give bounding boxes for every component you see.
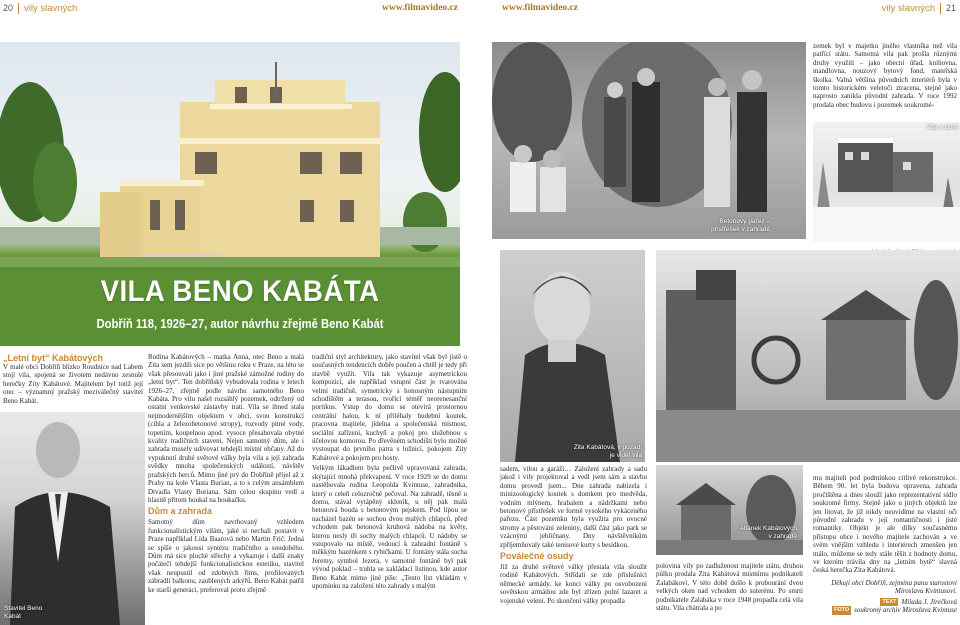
text-column-2 xyxy=(148,353,304,596)
bench-caption: Betonový pařez – přístřešek v zahradě xyxy=(711,218,770,233)
garden-paragraph: Velkým lákadlem byla pečlivě upravovaná zahrada, skýtající mnohá překvapení. V roce 1929 se do domu nastěhovala rodina Leopolda Kvintuse, zahradníka, který o celeň celozročně pečoval. Na zahradě, těsně u domu, stával vytápěný skleník, u něj pak malá betonová bouda s betonovým pejskem. Pod lípou se nacházel bazén se sochou dvou malých chlapců, před vchodem pak betonová kruhová nádoba na květy, kterou nesly tři sochy malých chlapců. U nádoby se vstupovalo na místě, vedoucí k zahradní fontáně s měkkým bazénkem s rybičkami. U fontány stála socha Jeremy, symbol Jezera, v samotné fontáně byl pak vývod poklad – truhla se zakládací listinou, kde autor Beno Kabát mimo jiné píše: „Tento list vkládám v upomínku na založení této zahrady s malým xyxy=(312,464,467,590)
house-paragraph: Samotný dům navrhovaný vzhledem funkcionalistickým vilám, jaké si nechali postavit v Praze například Lída Baarová nebo Martin Frič. Jedná se spíše o jakousi syntézu tradičního a soudobého. Dům má sice ploché střechy a vykazuje i další znaky počátečí tehdejší funkcionalistickou estetiku, stavitel však neupustil od zdobných říms, profilovaných zábradlí balkonu, zaoblených arkýřů. Beno Kabát patřil ke starší generaci, preferoval proto zřejmě xyxy=(148,518,304,594)
series-title: vily slavných xyxy=(881,2,935,14)
zalabak-paragraph: polovina vily po zadluženost majitele státu, druhou půlku prodala Zita Kabátová místnímu podnikateli Zalabákovi. V této době došlo k probourání dvou velkých oken nad vchodem do suterénu. Po smrti podnikatele Zalabáka v roce 1948 propadla celá vila státu. Vila chátrala a po xyxy=(656,562,803,613)
zita-portrait xyxy=(500,250,645,462)
winter-caption: Vila v zimě xyxy=(926,124,958,131)
lead-paragraph: V malé obci Dobříň blízko Roudnice nad Labem stojí vila, spojená se životem nedávno zesnulé herečky Zity Kabátové. Majitelem byl totiž její otec – významný pražský meziválečný stavitel Beno Kabát. xyxy=(3,363,143,405)
text-column-3 xyxy=(312,353,467,592)
zita-illustration xyxy=(500,250,645,462)
gazebo-caption: Altánek Kabátových v zahradě xyxy=(739,525,797,540)
history-paragraph: Rodina Kabátových – matka Anna, otec Beno a malá Zita sem jezdili sice po většinu roku v Praze, na léto se však přesouvali jako i jiné pražské zámožné rodiny do „letní byt“. Ten dobříňský vybudovala rodina v letech 1926–27, zřejmě podle návrhu samotného Beno Kabáta. Pro vilu našel rozsáhlý pozemek, odtržený od ostatní venkovské zástavby trati. Vila se ihned stala nejmodernějším objektem v obci, svou konstrukcí (cihla a železobetonové stropy), rozvody pitné vody, topením, koupelnou apod. vysoce přesahovala obytné kvality tradičních staveni. Nejen samotný dům, ale i zahrada musely udivovat tehdejší místní občany. Až do vypuknutí druhé světové války byla vila a její zahrada svědky mnoha společenských událostí, návštěv pražských herců. Mimo jiné prý do Dobříně přijel až z Prahy na kole Vlasta Burian, a to s celým ansámblem Divadla Vlasty Buriana. Sám celou skupinu vedl a hlasitě přitom houkal na houkačku. xyxy=(148,353,304,504)
gazebo-illustration xyxy=(656,465,803,555)
gazebo-photo xyxy=(656,465,803,555)
mill-illustration xyxy=(656,250,960,462)
header-divider xyxy=(18,3,19,14)
builder-caption: Stavitel Beno Kabát xyxy=(4,605,43,620)
header-divider xyxy=(940,3,941,14)
photo-tag: FOTO xyxy=(833,607,850,614)
ownership-paragraph: zemek byl v majetku jiného vlastníka než vila patřící státu. Samotná vila pak prošla různými druhy využití – jako obecní úřad, knihovna, mandlovna, nouzový bytový fond, mateřská školka. Valná většina původních interiérů byla v tomto historickém veletoči ztracena, stejně jako naprosto zanikla původní zahrada. V roce 1992 prodala obec budovu i pozemek soukromé- xyxy=(813,42,957,109)
builder-silhouette xyxy=(0,412,145,625)
winter-villa-photo xyxy=(813,122,960,242)
text-credit xyxy=(813,598,957,606)
site-link[interactable]: www.filmavideo.cz xyxy=(502,3,578,13)
text-column-5 xyxy=(656,562,803,614)
winter-illustration xyxy=(813,122,960,242)
text-tag: TEXT xyxy=(882,598,897,605)
reconstruction-paragraph: mu majiteli pod podmínkou citlivé rekonstrukce. Během 90. let byla budova opravena, zahrada pročištěna a dnes slouží jako reprezentativní sídlo soukromé firmy. Stejně jako u jiných objektů lze jen litovat, že již nikdy neuvidíme na vlastní oči původní zahradu v její romantičnosti i jisté romantiky. Objekt je ale dílky současnému přístupu obce i nového majitele zachován a ve svém vnějším vzhledu i interiérech zmenšen jen málo, můžeme se tedy stále těšit z hodnoty domu, ve kterém trávila dny na „letním bytě“ slavná česká herečka Zita Kabátová. xyxy=(813,474,957,575)
series-title: vily slavných xyxy=(24,2,78,14)
family-photo xyxy=(492,42,806,239)
section-heading-house: Dům a zahrada xyxy=(148,506,213,517)
site-link[interactable]: www.filmavideo.cz xyxy=(382,3,458,13)
text-column-6 xyxy=(813,474,957,615)
text-column-6-top xyxy=(813,42,957,111)
left-page-header xyxy=(0,0,480,16)
section-heading-postwar: Poválečné osudy xyxy=(500,551,574,562)
zoo-paragraph: sadem, vilou a garáží… Založení zahrady a sadu jakož i vily projektoval a vedl jsem sám a stavbu domu provedl jsem... Dne zahrada nabízela i minizoologický koutek s domkem pro medvěda, vodním mlýnem, hrabalem a nádržkami nebo betonový přístřešek ve formě vysokého vykáceného pařezu. Část pozemku byla využita pro ovocné stromy a pěstování zeleniny, další část jako park se vzácnými jehličnany. Dny návštěvníkům zpříjemňovaly také tenisové kurty s besídkou. xyxy=(500,465,647,549)
thanks-note: Děkují obci Dobříň, zejména panu starostovi Miroslavu Kvintusovi. xyxy=(831,578,957,596)
photo-author: soukromý archiv Miroslava Kvintuse xyxy=(854,606,957,615)
photo-credit xyxy=(813,606,957,614)
lead-column xyxy=(3,353,143,407)
lead-heading: „Letní byt“ Kabátových xyxy=(3,353,104,363)
page-number: 21 xyxy=(945,3,956,13)
garden-mill-photo xyxy=(656,250,960,462)
builder-portrait xyxy=(0,412,145,625)
postwar-paragraph: Již za druhé světové války přestala vila sloužit rodině Kabátových. Střídali se zde příslušníci německé armády, ke konci války po osvobození sovětskou armádou zde byl zřízen polní lazaret a vojenské velení. Po skončení války propadla xyxy=(500,563,647,605)
text-column-4 xyxy=(500,465,647,607)
zita-caption: Zita Kabátová, v pozadí je vidět vila xyxy=(573,444,642,459)
architecture-paragraph: tradiční styl architektury, jako stavitel však byl jistě o současných tendencích dobře poučen a chtěl je tedy při stavbě využít. Vila tak vykazuje asymetrickou kompozici, ale například vstupní část je tvarována velmi tradičně, symetricky s honosným nástupním schodištěm a terasou, tvořící téměř neorenesanční portikus. Vstup do domu se otevírá prostornou centrální halou, k ní přiléhaly hudební koutek, pracovna majitele, jídelna a společenská místnost, sociální zařízení, kuchyň a pokoj pro služebnou s účelovou komorou. Po dřevěném schodišti bylo možné vystoupat do prvního patra s ložnicí, pokojem Zity Kabátové a pokojem pro hosty. xyxy=(312,353,467,462)
right-page-header xyxy=(480,0,960,16)
text-author: Milada J. Jirečková xyxy=(901,597,957,606)
page-number: 20 xyxy=(3,3,14,13)
article-subtitle: Dobříň 118, 1926–27, autor návrhu zřejmě Beno Kabát xyxy=(96,317,384,331)
family-illustration xyxy=(492,42,806,239)
article-title: VILA BENO KABÁTA xyxy=(100,275,380,308)
